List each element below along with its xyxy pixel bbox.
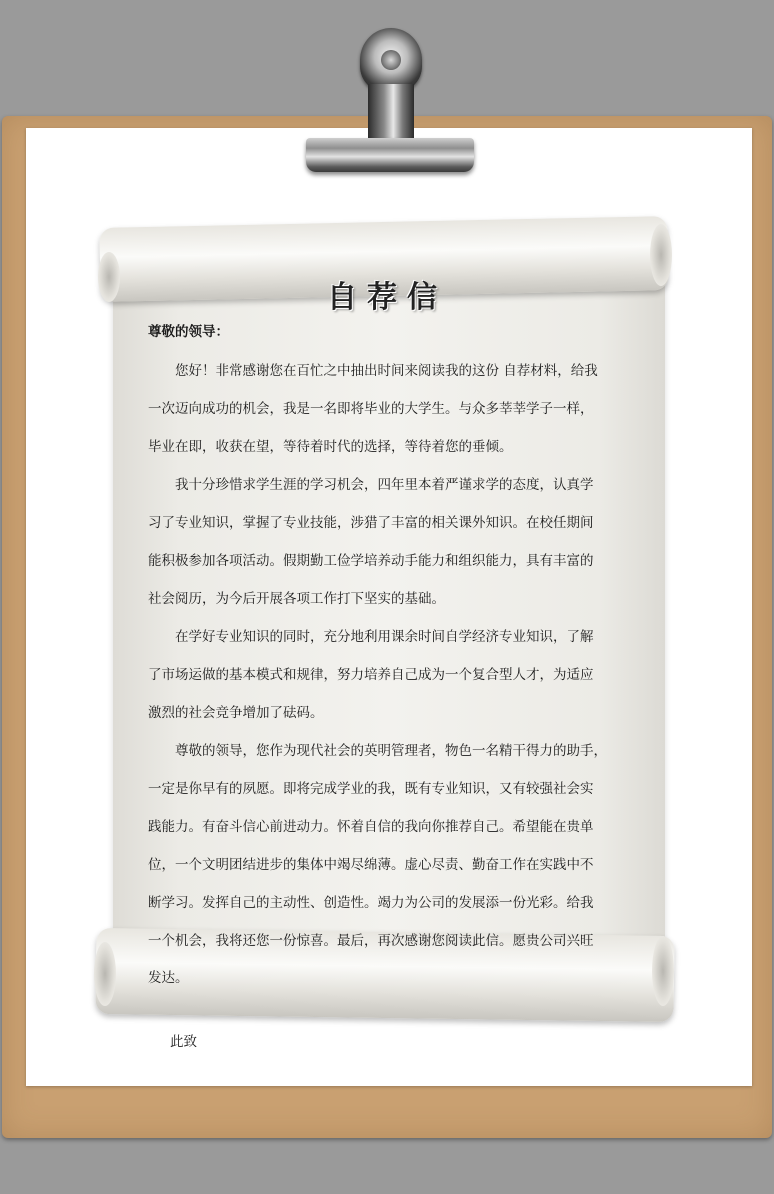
scroll-bottom-roll-end-right xyxy=(652,936,674,1006)
letter-line: 您好！非常感谢您在百忙之中抽出时间来阅读我的这份 自荐材料，给我 xyxy=(148,363,598,379)
letter-closing: 此致 xyxy=(170,1034,197,1050)
binder-clip-ring-icon xyxy=(360,28,422,92)
letter-line: 社会阅历，为今后开展各项工作打下坚实的基础。 xyxy=(148,591,445,607)
letter-greeting: 尊敬的领导： xyxy=(148,324,229,340)
letter-line: 发达。 xyxy=(148,970,189,986)
letter-title: 自荐信 xyxy=(327,280,447,315)
letter-line: 我十分珍惜求学生涯的学习机会，四年里本着严谨求学的态度，认真学 xyxy=(148,477,594,493)
scroll-bottom-roll-end-left xyxy=(94,942,116,1006)
letter-line: 断学习。发挥自己的主动性、创造性。竭力为公司的发展添一份光彩。给我 xyxy=(148,895,594,911)
letter-line: 了市场运做的基本模式和规律，努力培养自己成为一个复合型人才，为适应 xyxy=(148,667,594,683)
letter-line: 一次迈向成功的机会，我是一名即将毕业的大学生。与众多莘莘学子一样， xyxy=(148,401,594,417)
letter-line: 一个机会，我将还您一份惊喜。最后，再次感谢您阅读此信。愿贵公司兴旺 xyxy=(148,933,594,949)
letter-line: 习了专业知识，掌握了专业技能，涉猎了丰富的相关课外知识。在校任期间 xyxy=(148,515,594,531)
letter-line: 在学好专业知识的同时，充分地利用课余时间自学经济专业知识，了解 xyxy=(148,629,594,645)
binder-clip-icon xyxy=(306,138,474,172)
letter-line: 毕业在即，收获在望，等待着时代的选择，等待着您的垂倾。 xyxy=(148,439,513,455)
letter-line: 尊敬的领导，您作为现代社会的英明管理者，物色一名精干得力的助手， xyxy=(148,743,607,759)
letter-line: 一定是你早有的夙愿。即将完成学业的我，既有专业知识，又有较强社会实 xyxy=(148,781,594,797)
letter-line: 激烈的社会竞争增加了砝码。 xyxy=(148,705,324,721)
letter-line: 能积极参加各项活动。假期勤工俭学培养动手能力和组织能力，具有丰富的 xyxy=(148,553,594,569)
letter-line: 位，一个文明团结进步的集体中竭尽绵薄。虚心尽责、勤奋工作在实践中不 xyxy=(148,857,594,873)
binder-clip-neck xyxy=(368,84,414,142)
letter-line: 践能力。有奋斗信心前进动力。怀着自信的我向你推荐自己。希望能在贵单 xyxy=(148,819,594,835)
